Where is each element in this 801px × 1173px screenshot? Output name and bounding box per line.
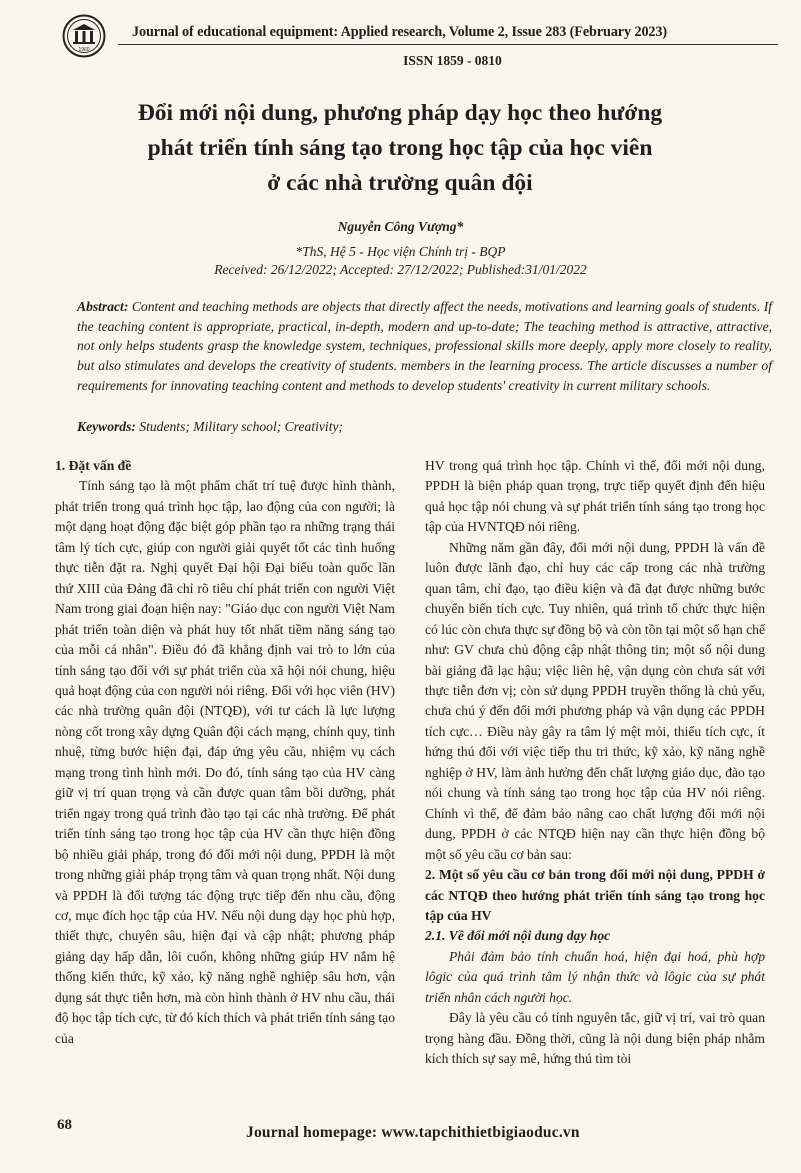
- abstract-text: Content and teaching methods are objects that directly affect the needs, motivations and learning goals of students. If the teaching content is appropriate, practical, in-depth, modern and up-to-date; The teaching method is attractive, attractive, not only helps students grasp the knowledge system, techniques, professional skills more deeply, apply more closely to reality, but also stimulates and develops the creativity of students. members in the learning process. The article discusses a number of requirements for innovating teaching content and methods to develop students' creativity in current military schools.: [77, 299, 772, 393]
- keywords-text: Students; Military school; Creativity;: [135, 419, 344, 434]
- title-line: phát triển tính sáng tạo trong học tập của học viên: [147, 135, 653, 161]
- journal-citation: Journal of educational equipment: Applied research, Volume 2, Issue 283 (February 2023): [132, 24, 668, 40]
- body-paragraph: Những năm gần đây, đổi mới nội dung, PPDH là vấn đề luôn được lãnh đạo, chỉ huy các cấp trong các nhà trường quan tâm, chỉ đạo, tạo điều kiện và đã đạt được những bước chuyển biến tích cực. Tuy nhiên, quá trình tổ chức thực hiện có lúc còn chưa thực sự đồng bộ và còn tồn tại một số hạn chế như: GV chưa chủ động cập nhật thông tin; một số nội dung bài giảng đã lạc hậu; việc liên hệ, vận dụng còn chưa sát với thực tiễn đơn vị; còn sử dụng PPDH truyền thống là chủ yếu, chưa chú ý đến đổi mới phương pháp và vận dụng các PPDH tích cực… Điều này gây ra tâm lý mệt mỏi, thiếu tích cực, ít hứng thú đối với việc tiếp thu tri thức, kỹ xảo, kỹ năng nghề nghiệp ở HV, làm ảnh hưởng đến chất lượng giáo dục, đào tạo nói chung và tính sáng tạo trong học tập của HV nói riêng. Chính vì thế, để đảm bảo nâng cao chất lượng đổi mới nội dung, PPDH ở các NTQĐ hiện nay cần thực hiện đồng bộ một số yêu cầu cơ bản sau:: [425, 539, 765, 862]
- title-line: ở các nhà trường quân đội: [267, 170, 533, 196]
- body-paragraph: Đây là yêu cầu có tính nguyên tắc, giữ vị trí, vai trò quan trọng hàng đầu. Đồng thời, cũng là nội dung biện pháp nhằm kích thích sự say mê, hứng thú tìm tòi: [425, 1010, 765, 1067]
- section-heading: 1. Đặt vấn đề: [55, 458, 132, 473]
- body-paragraph: Tính sáng tạo là một phẩm chất trí tuệ được hình thành, phát triển trong quá trình học tập, lao động của con người; là một dạng hoạt động đặc biệt góp phần tạo ra những trạng thái tâm lý tích cực, giúp con người giải quyết tốt các tình huống thực tiễn đặt ra. Nghị quyết Đại hội Đại biểu toàn quốc lần thứ XIII của Đảng đã chỉ rõ tiêu chí phát triển con người Việt Nam trong giai đoạn hiện nay: "Giáo dục con người Việt Nam phát triển toàn diện và phát huy tốt nhất tiềm năng sáng tạo của mỗi cá nhân". Điều đó đã khẳng định vai trò to lớn của tính sáng tạo đối với sự phát triển của xã hội nói chung, hiệu quả hoạt động của con người nói riêng. Đối với học viên (HV) các nhà trường quân đội (NTQĐ), với tư cách là lực lượng nòng cốt trong xây dựng Quân đội cách mạng, chính quy, tinh nhuệ, từng bước hiện đại, đáp ứng yêu cầu, nhiệm vụ cách mạng trong tình hình mới. Do đó, tính sáng tạo của HV càng giữ vị trí quan trọng và cần được quan tâm bồi dưỡng, phát triển ngay trong quá trình đào tạo tại các nhà trường. Để phát triển tính sáng tạo trong học tập của HV cần thực hiện đồng bộ nhiều giải pháp, trong đó đổi mới nội dung, PPDH là một trong những giải pháp trọng tâm và quan trọng nhất. Nội dung và PPDH là đối tượng tác động trực tiếp đến nhu cầu, động cơ, mục đích học tập của HV. Nếu nội dung dạy học phù hợp, thiết thực, chuyên sâu, hiện đại và cập nhật; phương pháp giảng dạy hấp dẫn, lôi cuốn, không những giúp HV nắm hệ thống kiến thức, kỹ xảo, kỹ năng nghề nghiệp sâu hơn, vận dụng sát thực tiễn hơn, mà còn hình thành ở HV nhu cầu, thái độ học tập tích cực, từ đó kích thích và phát triển tính sáng tạo của: [55, 478, 395, 1046]
- publication-dates: Received: 26/12/2022; Accepted: 27/12/2022; Published:31/01/2022: [214, 262, 587, 277]
- logo-year: 1960: [78, 47, 90, 53]
- author-affiliation: *ThS, Hệ 5 - Học viện Chính trị - BQP: [295, 244, 506, 259]
- abstract-label: Abstract:: [77, 299, 129, 314]
- keywords: [77, 419, 772, 435]
- journal-logo-icon: [62, 14, 106, 58]
- article-title: [60, 96, 740, 201]
- author-name: Nguyễn Công Vượng*: [337, 219, 464, 234]
- abstract: [77, 297, 772, 396]
- section-heading: 2. Một số yêu cầu cơ bản trong đổi mới nội dung, PPDH ở các NTQĐ theo hướng phát triển tính sáng tạo trong học tập của HV: [425, 867, 765, 923]
- subsection-heading: 2.1. Về đổi mới nội dung dạy học: [425, 928, 611, 944]
- keywords-label: Keywords:: [77, 419, 136, 434]
- body-paragraph: HV trong quá trình học tập. Chính vì thế, đổi mới nội dung, PPDH là biện pháp quan trọng, trực tiếp quyết định đến hiệu quả học tập nói chung và sự phát triển tính sáng tạo trong học tập của HVNTQĐ nói riêng.: [425, 458, 765, 535]
- right-column: [425, 456, 765, 1070]
- header-divider: [118, 44, 778, 45]
- left-column: [55, 456, 395, 1049]
- title-line: Đổi mới nội dung, phương pháp dạy học theo hướng: [137, 100, 663, 126]
- issn: ISSN 1859 - 0810: [403, 53, 502, 68]
- page-number: 68: [57, 1117, 72, 1133]
- journal-homepage: Journal homepage: www.tapchithietbigiaoduc.vn: [246, 1124, 580, 1141]
- body-paragraph-italic: Phải đảm bảo tính chuẩn hoá, hiện đại hoá, phù hợp lôgic của quá trình tâm lý nhận thức và lôgic của sự phát triển nhân cách người học.: [425, 948, 765, 1005]
